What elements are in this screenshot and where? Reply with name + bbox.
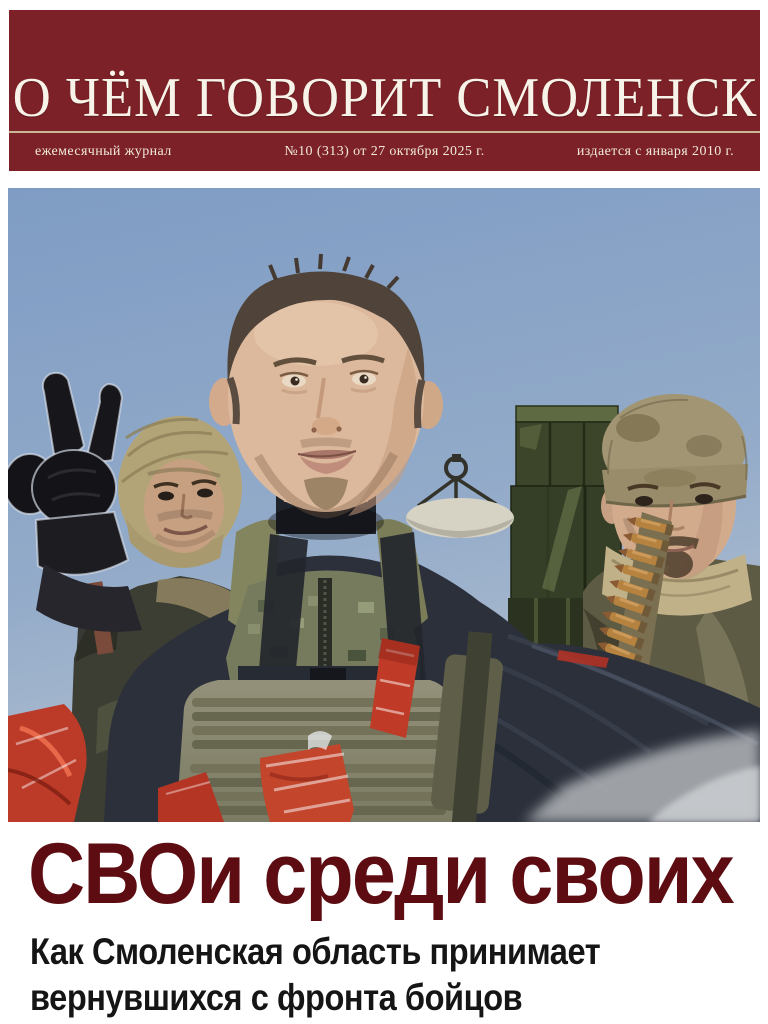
issue-info-bar bbox=[9, 133, 760, 171]
issue-number-date: №10 (313) от 27 октября 2025 г. bbox=[284, 144, 485, 159]
magazine-title: О ЧЁМ ГОВОРИТ СМОЛЕНСК bbox=[12, 67, 757, 129]
issue-frequency: ежемесячный журнал bbox=[35, 144, 172, 159]
issue-since: издается с января 2010 г. bbox=[576, 144, 735, 159]
masthead-banner bbox=[9, 10, 760, 171]
cover-photo bbox=[8, 188, 760, 822]
cover-subheadline-line1: Как Смоленская область принимает bbox=[30, 931, 601, 972]
cover-photo-illustration bbox=[8, 188, 760, 822]
cover-headline: СВОи среди своих bbox=[28, 826, 733, 922]
cover-subheadline bbox=[30, 929, 600, 1021]
cover-subheadline-line2: вернувшихся с фронта бойцов bbox=[30, 977, 523, 1018]
